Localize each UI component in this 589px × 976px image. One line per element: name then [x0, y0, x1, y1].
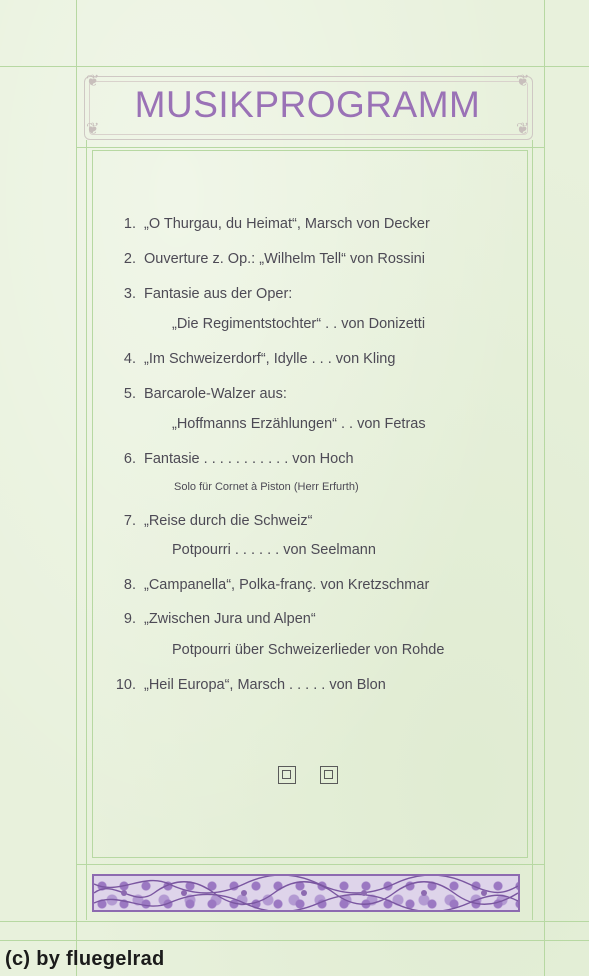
guide-line	[76, 864, 544, 865]
item-text: „Reise durch die Schweiz“	[144, 513, 313, 529]
item-number: 7.	[123, 513, 136, 529]
guide-line	[544, 0, 545, 976]
scroll-ornament-icon: ❦	[86, 121, 100, 138]
item-number: 6.	[123, 451, 136, 467]
item-number: 8.	[123, 577, 136, 593]
item-number: 5.	[123, 386, 136, 402]
square-ornament-icon	[278, 766, 296, 784]
scroll-ornament-icon: ❦	[516, 121, 530, 138]
item-text: „Die Regimentstochter“ . . von Donizetti	[172, 316, 426, 332]
square-ornament-icon	[320, 766, 338, 784]
item-text: „Heil Europa“, Marsch . . . . . von Blon	[144, 677, 386, 693]
item-text: Fantasie . . . . . . . . . . . von Hoch	[144, 451, 354, 467]
guide-line	[86, 140, 87, 920]
scroll-ornament-icon: ❦	[86, 73, 100, 90]
item-text: Potpourri . . . . . . von Seelmann	[172, 542, 376, 558]
floral-ornament-band	[92, 874, 520, 912]
item-text: „Hoffmanns Erzählungen“ . . von Fetras	[172, 416, 426, 432]
item-number: 2.	[123, 251, 136, 267]
scroll-ornament-icon: ❦	[516, 73, 530, 90]
item-text: „Im Schweizerdorf“, Idylle . . . von Kling	[144, 351, 396, 367]
page-title: MUSIKPROGRAMM	[134, 84, 481, 125]
item-number: 4.	[123, 351, 136, 367]
guide-line	[0, 921, 589, 922]
item-text: „Zwischen Jura und Alpen“	[144, 611, 316, 627]
guide-line	[0, 940, 589, 941]
item-number: 1.	[123, 216, 136, 232]
item-text: Barcarole-Walzer aus:	[144, 386, 287, 402]
item-text: „Campanella“, Polka-franç. von Kretzschmar	[144, 577, 430, 593]
guide-line	[76, 147, 544, 148]
guide-line	[0, 66, 589, 67]
item-text: Fantasie aus der Oper:	[144, 286, 293, 302]
item-number: 10.	[115, 677, 136, 693]
item-number: 3.	[123, 286, 136, 302]
copyright-watermark: (c) by fluegelrad	[5, 948, 165, 970]
item-number: 9.	[123, 611, 136, 627]
item-text: „O Thurgau, du Heimat“, Marsch von Decker	[144, 216, 430, 232]
floral-pattern-icon	[94, 876, 518, 910]
item-text: Ouverture z. Op.: „Wilhelm Tell“ von Rossini	[144, 251, 425, 267]
guide-line	[532, 140, 533, 920]
item-text: Potpourri über Schweizerlieder von Rohde	[172, 642, 445, 658]
item-note: Solo für Cornet à Piston (Herr Erfurth)	[174, 481, 359, 493]
